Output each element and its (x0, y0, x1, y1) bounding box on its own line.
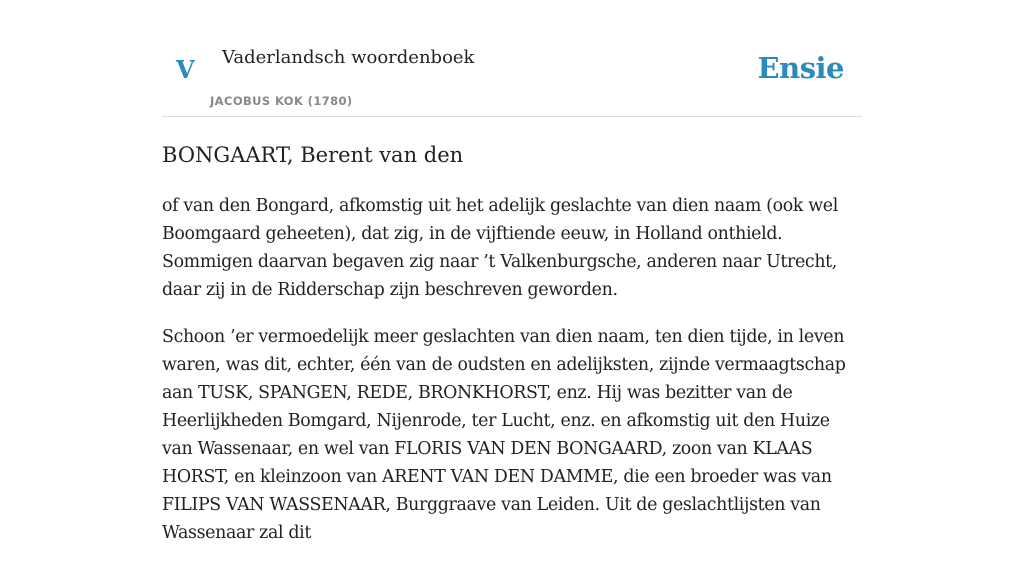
entry-headword: BONGAART, Berent van den (162, 143, 464, 167)
book-header (162, 0, 862, 117)
entry-paragraph: of van den Bongard, afkomstig uit het adelijk geslachte van dien naam (ook wel Boomgaard geheeten), dat zig, in de vijftiende eeuw, in Holland onthield. Sommigen daarvan begaven zig naar ’t Valkenburgsche, anderen naar Utrecht, daar zij in de Ridderschap zijn beschreven geworden. (162, 196, 838, 300)
page (162, 0, 862, 543)
book-title-link[interactable]: Vaderlandsch woordenboek (222, 47, 475, 68)
entry-body (162, 192, 862, 566)
letter-index-link[interactable]: V (176, 55, 195, 84)
ensie-logo-link[interactable]: Ensie (757, 51, 844, 85)
entry-paragraph: Schoon ’er vermoedelijk meer geslachten van dien naam, ten dien tijde, in leven waren, was dit, echter, één van de oudsten en adelijksten, zijnde vermaagtschap aan TUSK, SPANGEN, REDE, BRONKHORST, enz. Hij was bezitter van de Heerlijkheden Bomgard, Nijenrode, ter Lucht, enz. en afkomstig uit den Huize van Wassenaar, en wel van FLORIS VAN DEN BONGAARD, zoon van KLAAS HORST, en kleinzoon van ARENT VAN DEN DAMME, die een broeder was van FILIPS VAN WASSENAAR, Burggraave van Leiden. Uit de geslachtlijsten van Wassenaar zal dit (162, 327, 846, 543)
book-author: JACOBUS KOK (1780) (210, 94, 353, 108)
